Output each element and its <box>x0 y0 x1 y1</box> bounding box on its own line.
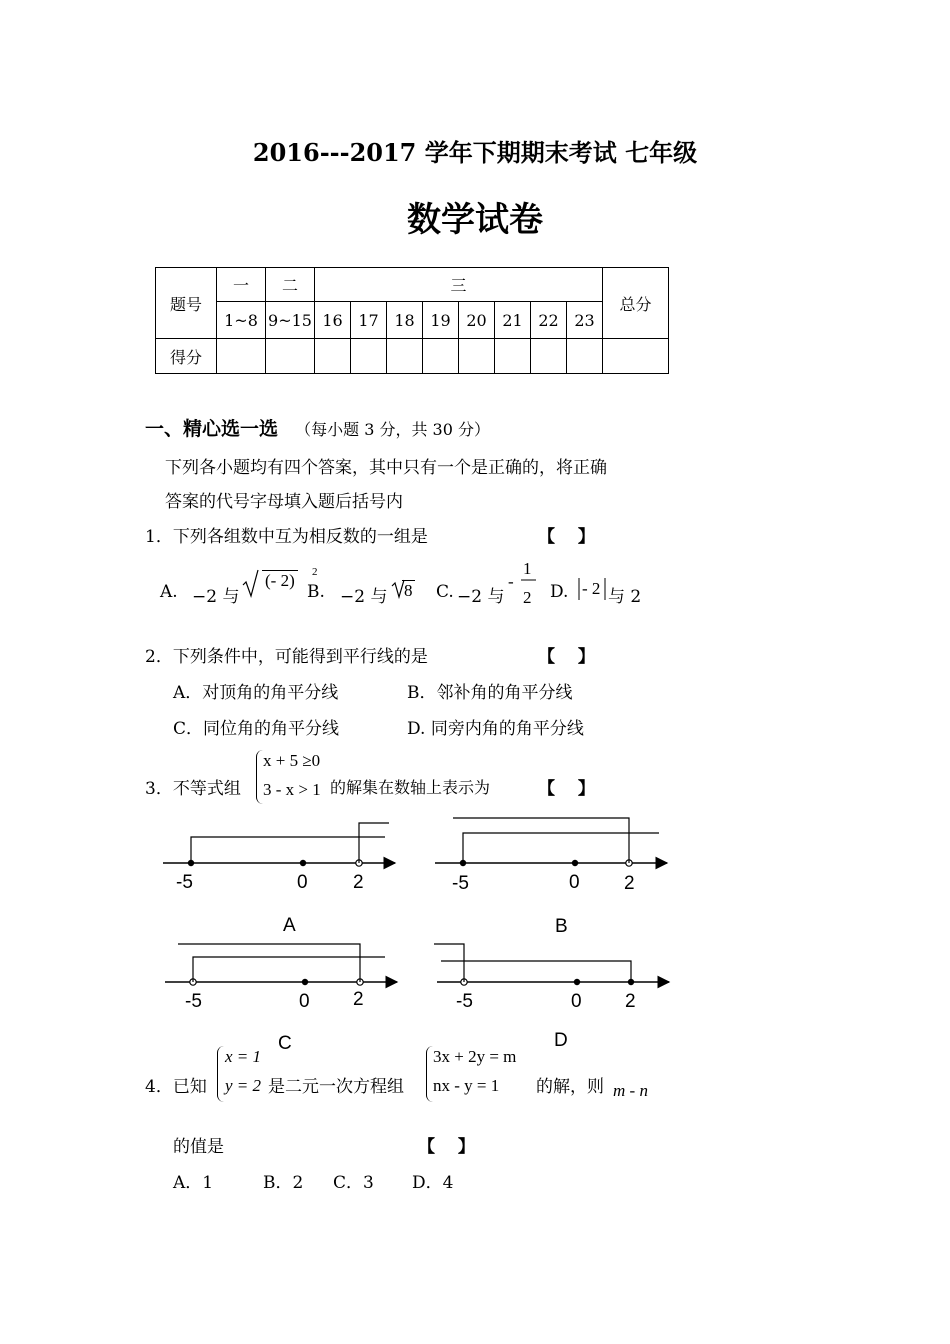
option-label-d: D <box>554 1030 568 1051</box>
q2-option-c: C．同位角的角平分线 <box>173 719 340 739</box>
tick-label-a: -5 <box>176 872 193 893</box>
table-header-total: 总分 <box>603 268 669 339</box>
table-header-part2: 二 <box>266 268 315 302</box>
q3-inequality-2: 3 - x > 1 <box>263 780 321 799</box>
table-col-label: 21 <box>495 302 531 339</box>
tick-label-c: 2 <box>353 989 364 1010</box>
q1-option-a-radicand: (- 2) <box>262 570 298 591</box>
q4-system2-line2: nx - y = 1 <box>433 1076 500 1095</box>
section1-intro-line1: 下列各小题均有四个答案，其中只有一个是正确的，将正确 <box>165 458 607 478</box>
q2-option-b: B．邻补角的角平分线 <box>407 683 573 703</box>
tick-label-c: 0 <box>299 991 310 1012</box>
tick-label-b: 2 <box>624 873 635 894</box>
number-line-option-d[interactable] <box>434 944 669 1051</box>
q2-answer-bracket[interactable]: 【 】 <box>538 647 595 667</box>
q1-option-b-text: −2 与 <box>340 587 388 607</box>
q4-answer-bracket[interactable]: 【 】 <box>418 1137 475 1157</box>
table-col-label: 19 <box>423 302 459 339</box>
origin-point-d <box>574 979 580 985</box>
q1-option-d-math: - 2 <box>582 579 601 598</box>
exam-subtitle: 数学试卷 <box>407 200 543 240</box>
q4-stem-pre: 4．已知 <box>145 1077 207 1097</box>
number-line-option-b[interactable] <box>435 818 667 937</box>
q1-option-b-label: B. <box>307 582 325 602</box>
solution-ray-d-1 <box>434 944 464 982</box>
table-header-part1: 一 <box>217 268 266 302</box>
q1-option-a-label: A. <box>160 582 178 602</box>
solution-ray-b-2 <box>453 818 629 863</box>
tick-label-a: 2 <box>353 872 364 893</box>
q2-option-a: A．对顶角的角平分线 <box>173 683 339 703</box>
number-line-option-c[interactable] <box>165 944 397 1054</box>
q4-brace-1 <box>217 1046 224 1102</box>
table-col-label: 1~8 <box>217 302 266 339</box>
table-col-label: 23 <box>567 302 603 339</box>
q4-stem-post: 的解，则 <box>536 1077 604 1097</box>
q4-option-b: B．2 <box>263 1173 304 1193</box>
q1-option-c-numerator: 1 <box>523 559 532 578</box>
number-line-option-a[interactable] <box>163 823 395 936</box>
q4-system1-line1: x = 1 <box>225 1047 262 1066</box>
q4-expression: m - n <box>613 1081 648 1100</box>
solution-ray-c-2 <box>178 944 360 982</box>
table-col-label: 16 <box>315 302 351 339</box>
q1-option-c-denominator: 2 <box>523 588 532 607</box>
q3-stem-post: 的解集在数轴上表示为 <box>330 778 491 797</box>
q4-option-c: C．3 <box>333 1173 374 1193</box>
table-col-label: 22 <box>531 302 567 339</box>
q4-brace-2 <box>426 1046 433 1102</box>
table-col-label: 17 <box>351 302 387 339</box>
q1-option-c-label: C. <box>436 582 454 602</box>
q4-system2-line1: 3x + 2y = m <box>433 1047 517 1066</box>
q2-option-d: D. 同旁内角的角平分线 <box>407 719 584 739</box>
q1-option-a-text: −2 与 <box>192 587 240 607</box>
table-col-label: 20 <box>459 302 495 339</box>
table-header-question-no: 题号 <box>156 268 217 339</box>
tick-label-d: 0 <box>571 991 582 1012</box>
table-header-part3: 三 <box>315 268 603 302</box>
solution-ray-c-1 <box>193 957 385 982</box>
option-label-a: A <box>283 915 296 936</box>
tick-label-c: -5 <box>185 991 202 1012</box>
section1-heading: 一、精心选一选 <box>145 418 279 440</box>
solution-ray-a-1 <box>191 837 385 863</box>
q1-option-d-text: 与 2 <box>608 587 642 607</box>
table-col-label: 9~15 <box>266 302 315 339</box>
table-score-label: 得分 <box>156 339 217 374</box>
origin-point-c <box>302 979 308 985</box>
option-label-b: B <box>555 916 568 937</box>
q1-option-d-label: D. <box>550 582 569 602</box>
tick-label-b: -5 <box>452 873 469 894</box>
q1-stem: 1．下列各组数中互为相反数的一组是 <box>145 527 428 547</box>
solution-ray-a-2 <box>359 823 389 863</box>
origin-point-b <box>572 860 578 866</box>
q1-option-a-exponent: 2 <box>312 566 318 578</box>
solution-ray-d-2 <box>441 961 631 982</box>
q4-system1-line2: y = 2 <box>225 1076 262 1095</box>
q3-stem-pre: 3．不等式组 <box>145 779 241 799</box>
tick-label-b: 0 <box>569 872 580 893</box>
q3-answer-bracket[interactable]: 【 】 <box>538 779 595 799</box>
q2-stem: 2．下列条件中，可能得到平行线的是 <box>145 647 428 667</box>
q1-option-c-minus: - <box>508 572 514 591</box>
tick-label-d: 2 <box>625 991 636 1012</box>
section1-intro-line2: 答案的代号字母填入题后括号内 <box>165 492 403 512</box>
q4-stem-line2: 的值是 <box>173 1137 224 1157</box>
section1-note: （每小题 3 分，共 30 分） <box>295 420 490 439</box>
q1-option-b-radicand: 8 <box>404 581 413 600</box>
tick-label-d: -5 <box>456 991 473 1012</box>
option-label-c: C <box>278 1033 292 1054</box>
q4-stem-mid: 是二元一次方程组 <box>268 1077 404 1097</box>
table-col-label: 18 <box>387 302 423 339</box>
q4-option-a: A．1 <box>173 1173 214 1193</box>
tick-label-a: 0 <box>297 872 308 893</box>
q1-answer-bracket[interactable]: 【 】 <box>538 527 595 547</box>
q3-inequality-1: x + 5 ≥0 <box>263 751 321 770</box>
origin-point-a <box>300 860 306 866</box>
exam-title: 2016---2017 学年下期期末考试 七年级 <box>252 138 698 167</box>
q4-option-d: D．4 <box>412 1173 454 1193</box>
q1-option-c-text: −2 与 <box>457 587 505 607</box>
